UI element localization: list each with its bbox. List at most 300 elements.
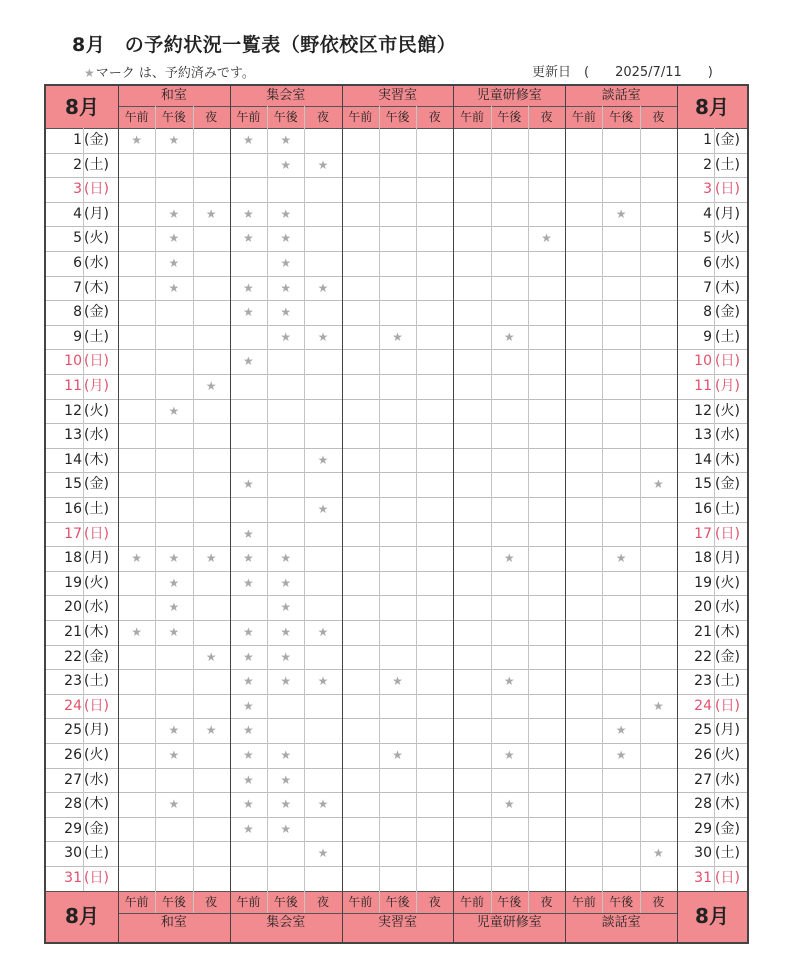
- reserved-star-icon: ★: [243, 772, 254, 787]
- grid-left-border: [118, 86, 119, 942]
- day-number: 22: [694, 648, 712, 665]
- date-divider: [714, 128, 715, 891]
- reserved-star-icon: ★: [317, 674, 329, 689]
- reserved-star-icon: ★: [168, 748, 180, 762]
- reserved-star-icon: ★: [280, 133, 292, 147]
- day-weekday: (金): [715, 132, 740, 148]
- reserved-star-icon: ★: [615, 551, 627, 566]
- day-number: 21: [694, 624, 712, 640]
- slot-divider: [193, 891, 194, 913]
- slot-header: 午後: [273, 110, 298, 124]
- day-number: 31: [64, 870, 82, 886]
- slot-header: 夜: [316, 110, 329, 124]
- row-divider: [46, 423, 747, 424]
- reserved-star-icon: ★: [168, 206, 180, 221]
- reserved-star-icon: ★: [168, 600, 180, 615]
- day-weekday: (金): [84, 304, 109, 321]
- slot-divider: [491, 106, 492, 891]
- reserved-star-icon: ★: [243, 575, 254, 590]
- day-weekday: (土): [84, 501, 109, 517]
- header-divider: [118, 106, 677, 107]
- day-weekday: (火): [715, 747, 740, 763]
- reserved-star-icon: ★: [317, 329, 329, 344]
- reserved-star-icon: ★: [280, 797, 292, 812]
- reserved-star-icon: ★: [205, 379, 217, 393]
- row-divider: [46, 448, 747, 449]
- day-number: 18: [694, 550, 712, 567]
- row-divider: [46, 497, 747, 498]
- row-divider: [46, 202, 747, 203]
- row-divider: [46, 399, 747, 400]
- reserved-star-icon: ★: [652, 477, 664, 492]
- day-number: 27: [694, 771, 712, 788]
- row-divider: [46, 177, 747, 178]
- reserved-star-icon: ★: [243, 748, 254, 762]
- day-number: 9: [73, 328, 82, 345]
- month-label-bottom-left: 8月: [65, 903, 99, 928]
- reserved-star-icon: ★: [652, 846, 664, 861]
- slot-divider: [640, 106, 641, 891]
- day-number: 11: [64, 378, 82, 394]
- reserved-star-icon: ★: [243, 723, 254, 738]
- day-weekday: (火): [715, 574, 740, 591]
- day-number: 28: [64, 796, 82, 813]
- day-number: 4: [73, 205, 82, 222]
- reserved-star-icon: ★: [243, 625, 254, 639]
- reserved-star-icon: ★: [243, 551, 254, 566]
- reserved-star-icon: ★: [168, 231, 180, 246]
- day-weekday: (火): [84, 574, 109, 591]
- day-number: 3: [703, 181, 712, 198]
- day-number: 25: [694, 722, 712, 739]
- day-weekday: (日): [715, 525, 740, 542]
- reserved-star-icon: ★: [243, 821, 254, 836]
- updated-info: 更新日 ( 2025/7/11 ): [532, 65, 713, 80]
- day-weekday: (土): [84, 673, 109, 690]
- reserved-star-icon: ★: [205, 206, 217, 221]
- slot-header: 午後: [497, 110, 522, 124]
- page-title: 8月 の予約状況一覧表（野依校区市民館）: [72, 34, 457, 56]
- footer-divider: [118, 913, 677, 914]
- day-number: 25: [64, 722, 82, 739]
- day-weekday: (金): [84, 648, 109, 665]
- slot-header: 午前: [571, 110, 596, 124]
- day-number: 15: [694, 476, 712, 493]
- day-weekday: (日): [715, 353, 740, 370]
- day-weekday: (火): [84, 747, 109, 763]
- reserved-star-icon: ★: [168, 797, 180, 812]
- slot-divider: [416, 106, 417, 891]
- reserved-star-icon: ★: [243, 231, 254, 246]
- slot-footer: 夜: [316, 894, 329, 909]
- row-divider: [46, 817, 747, 818]
- slot-header: 午前: [348, 110, 373, 124]
- slot-footer: 夜: [205, 894, 218, 909]
- day-number: 8: [73, 304, 82, 321]
- reserved-star-icon: ★: [280, 231, 292, 246]
- reserved-star-icon: ★: [280, 772, 292, 787]
- reserved-star-icon: ★: [280, 821, 292, 836]
- day-number: 23: [64, 673, 82, 690]
- reserved-star-icon: ★: [243, 305, 254, 320]
- row-divider: [46, 866, 747, 867]
- row-divider: [46, 153, 747, 154]
- day-number: 13: [694, 427, 712, 444]
- slot-footer: 午前: [124, 894, 149, 909]
- reserved-star-icon: ★: [243, 280, 254, 295]
- row-divider: [46, 792, 747, 793]
- reserved-star-icon: ★: [317, 797, 329, 812]
- day-number: 12: [694, 402, 712, 419]
- row-divider: [46, 718, 747, 719]
- room-footer-3: 実習室: [377, 914, 417, 930]
- reserved-star-icon: ★: [503, 674, 515, 689]
- room-footer-2: 集会室: [266, 914, 306, 930]
- reserved-star-icon: ★: [243, 674, 254, 689]
- reserved-star-icon: ★: [243, 477, 254, 492]
- month-label-top-right: 8月: [695, 95, 729, 119]
- row-divider: [46, 300, 747, 301]
- row-divider: [46, 768, 747, 769]
- day-number: 4: [703, 205, 712, 222]
- day-number: 1: [703, 132, 712, 148]
- day-number: 12: [64, 402, 82, 419]
- day-weekday: (日): [715, 870, 740, 886]
- reserved-star-icon: ★: [503, 329, 515, 344]
- reserved-star-icon: ★: [392, 748, 403, 762]
- reserved-star-icon: ★: [615, 748, 627, 762]
- row-divider: [46, 645, 747, 646]
- reserved-star-icon: ★: [280, 649, 292, 664]
- slot-footer: 夜: [540, 894, 553, 909]
- day-number: 16: [64, 501, 82, 517]
- reserved-star-icon: ★: [243, 354, 254, 369]
- day-weekday: (水): [715, 255, 740, 271]
- day-number: 14: [64, 451, 82, 468]
- day-number: 19: [64, 574, 82, 591]
- slot-footer: 夜: [428, 894, 441, 909]
- reserved-star-icon: ★: [503, 748, 515, 762]
- slot-footer: 午前: [348, 894, 373, 909]
- slot-divider: [602, 891, 603, 913]
- room-header-3: 実習室: [377, 88, 417, 103]
- day-number: 9: [703, 328, 712, 345]
- reserved-star-icon: ★: [317, 846, 329, 861]
- reserved-star-icon: ★: [280, 256, 292, 270]
- day-number: 19: [694, 574, 712, 591]
- day-weekday: (日): [715, 697, 740, 714]
- reserved-star-icon: ★: [243, 797, 254, 812]
- day-weekday: (土): [84, 328, 109, 345]
- reserved-star-icon: ★: [615, 206, 627, 221]
- day-number: 2: [703, 156, 712, 173]
- day-number: 31: [694, 870, 712, 886]
- day-weekday: (土): [715, 673, 740, 690]
- reserved-star-icon: ★: [243, 649, 254, 664]
- slot-divider: [528, 106, 529, 891]
- reserved-star-icon: ★: [280, 625, 292, 639]
- day-number: 10: [694, 353, 712, 370]
- slot-footer: 夜: [652, 894, 665, 909]
- day-weekday: (日): [84, 870, 109, 886]
- room-header-1: 和室: [160, 88, 187, 103]
- day-weekday: (金): [715, 820, 740, 837]
- day-number: 21: [64, 624, 82, 640]
- day-number: 3: [73, 181, 82, 198]
- day-weekday: (木): [84, 624, 109, 640]
- reserved-star-icon: ★: [280, 206, 292, 221]
- reservation-table: [44, 84, 749, 944]
- reserved-star-icon: ★: [652, 698, 664, 713]
- reserved-star-icon: ★: [392, 674, 403, 689]
- day-weekday: (水): [84, 599, 109, 616]
- reserved-star-icon: ★: [280, 748, 292, 762]
- day-weekday: (月): [84, 378, 109, 394]
- day-weekday: (木): [715, 279, 740, 296]
- reserved-star-icon: ★: [131, 551, 143, 566]
- row-divider: [46, 571, 747, 572]
- slot-footer: 午後: [385, 894, 410, 909]
- row-divider: [46, 251, 747, 252]
- day-weekday: (木): [84, 451, 109, 468]
- day-number: 10: [64, 353, 82, 370]
- day-weekday: (水): [84, 255, 109, 271]
- day-number: 26: [694, 747, 712, 763]
- slot-footer: 午後: [161, 894, 186, 909]
- reserved-star-icon: ★: [280, 575, 292, 590]
- reserved-star-icon: ★: [168, 280, 180, 295]
- slot-divider: [379, 891, 380, 913]
- day-number: 15: [64, 476, 82, 493]
- slot-header: 午前: [124, 110, 149, 124]
- slot-header: 午後: [609, 110, 634, 124]
- room-divider: [453, 86, 454, 942]
- day-number: 13: [64, 427, 82, 444]
- reserved-star-icon: ★: [317, 157, 329, 172]
- room-header-5: 談話室: [601, 88, 641, 103]
- slot-divider: [304, 891, 305, 913]
- month-label-top-left: 8月: [65, 95, 99, 119]
- day-weekday: (水): [715, 771, 740, 788]
- day-weekday: (火): [84, 230, 109, 247]
- day-weekday: (月): [715, 550, 740, 567]
- day-weekday: (月): [715, 205, 740, 222]
- day-weekday: (木): [715, 796, 740, 813]
- day-weekday: (日): [715, 181, 740, 198]
- day-weekday: (月): [84, 722, 109, 739]
- day-number: 11: [694, 378, 712, 394]
- reserved-star-icon: ★: [243, 133, 254, 147]
- day-number: 2: [73, 156, 82, 173]
- updated-date: 2025/7/11: [615, 65, 682, 80]
- day-weekday: (日): [84, 697, 109, 714]
- reserved-star-icon: ★: [317, 625, 329, 639]
- day-weekday: (火): [715, 402, 740, 419]
- day-number: 20: [694, 599, 712, 616]
- slot-header: 午前: [236, 110, 261, 124]
- slot-footer: 午後: [497, 894, 522, 909]
- day-weekday: (金): [84, 476, 109, 493]
- day-number: 24: [64, 697, 82, 714]
- reserved-star-icon: ★: [168, 723, 180, 738]
- row-divider: [46, 522, 747, 523]
- day-weekday: (土): [84, 156, 109, 173]
- slot-header: 午後: [161, 110, 186, 124]
- slot-footer: 午前: [236, 894, 261, 909]
- day-number: 7: [73, 279, 82, 296]
- room-header-2: 集会室: [266, 88, 306, 103]
- updated-label: 更新日: [532, 65, 572, 80]
- day-weekday: (火): [715, 230, 740, 247]
- reserved-star-icon: ★: [280, 157, 292, 172]
- day-number: 24: [694, 697, 712, 714]
- slot-footer: 午後: [609, 894, 634, 909]
- row-divider: [46, 276, 747, 277]
- day-weekday: (水): [84, 427, 109, 444]
- day-weekday: (木): [84, 279, 109, 296]
- room-divider: [342, 86, 343, 942]
- day-weekday: (金): [715, 476, 740, 493]
- room-header-4: 児童研修室: [476, 88, 542, 103]
- reserved-star-icon: ★: [317, 280, 329, 295]
- row-divider: [46, 349, 747, 350]
- day-weekday: (金): [715, 304, 740, 321]
- reserved-star-icon: ★: [541, 231, 552, 246]
- slot-footer: 午前: [460, 894, 485, 909]
- reserved-star-icon: ★: [168, 256, 180, 270]
- reserved-star-icon: ★: [243, 206, 254, 221]
- day-number: 16: [694, 501, 712, 517]
- reserved-star-icon: ★: [205, 649, 217, 664]
- slot-divider: [155, 891, 156, 913]
- day-number: 22: [64, 648, 82, 665]
- row-divider: [46, 226, 747, 227]
- room-footer-4: 児童研修室: [476, 914, 542, 930]
- day-weekday: (木): [84, 796, 109, 813]
- day-number: 30: [64, 845, 82, 862]
- day-weekday: (水): [84, 771, 109, 788]
- reserved-star-icon: ★: [280, 551, 292, 566]
- day-weekday: (土): [84, 845, 109, 862]
- day-weekday: (土): [715, 501, 740, 517]
- reserved-star-icon: ★: [317, 452, 329, 467]
- star-icon: ★: [84, 66, 95, 80]
- reserved-star-icon: ★: [168, 625, 180, 639]
- reserved-star-icon: ★: [243, 526, 254, 541]
- slot-divider: [379, 106, 380, 891]
- day-weekday: (水): [715, 427, 740, 444]
- day-weekday: (金): [715, 648, 740, 665]
- day-weekday: (日): [84, 181, 109, 198]
- slot-divider: [491, 891, 492, 913]
- day-weekday: (火): [84, 402, 109, 419]
- day-number: 26: [64, 747, 82, 763]
- day-weekday: (木): [715, 624, 740, 640]
- day-number: 5: [73, 230, 82, 247]
- grid-right-border: [677, 86, 678, 942]
- footer-top-line: [46, 891, 747, 892]
- day-weekday: (土): [715, 328, 740, 345]
- reserved-star-icon: ★: [131, 625, 143, 639]
- legend-note-text: マーク は、予約済みです。: [95, 66, 255, 81]
- day-weekday: (月): [715, 378, 740, 394]
- reserved-star-icon: ★: [168, 133, 180, 147]
- day-weekday: (月): [84, 550, 109, 567]
- day-number: 28: [694, 796, 712, 813]
- date-divider: [83, 128, 84, 891]
- slot-header: 夜: [205, 110, 218, 124]
- day-number: 6: [73, 255, 82, 271]
- day-weekday: (土): [715, 845, 740, 862]
- slot-header: 午前: [460, 110, 485, 124]
- day-weekday: (土): [715, 156, 740, 173]
- reserved-star-icon: ★: [205, 723, 217, 738]
- reserved-star-icon: ★: [280, 329, 292, 344]
- day-weekday: (月): [715, 722, 740, 739]
- reserved-star-icon: ★: [205, 551, 217, 566]
- slot-divider: [528, 891, 529, 913]
- reserved-star-icon: ★: [131, 133, 143, 147]
- day-number: 29: [64, 820, 82, 837]
- room-footer-1: 和室: [160, 914, 187, 930]
- room-divider: [565, 86, 566, 942]
- reserved-star-icon: ★: [243, 698, 254, 713]
- slot-divider: [416, 891, 417, 913]
- slot-divider: [267, 891, 268, 913]
- reserved-star-icon: ★: [317, 502, 329, 516]
- day-number: 30: [694, 845, 712, 862]
- day-number: 6: [703, 255, 712, 271]
- slot-header: 夜: [652, 110, 665, 124]
- reserved-star-icon: ★: [168, 403, 180, 418]
- slot-footer: 午後: [273, 894, 298, 909]
- day-number: 7: [703, 279, 712, 296]
- month-label-bottom-right: 8月: [695, 903, 729, 928]
- reserved-star-icon: ★: [168, 551, 180, 566]
- reserved-star-icon: ★: [615, 723, 627, 738]
- day-number: 14: [694, 451, 712, 468]
- reserved-star-icon: ★: [392, 329, 403, 344]
- reserved-star-icon: ★: [168, 575, 180, 590]
- day-weekday: (木): [715, 451, 740, 468]
- day-weekday: (水): [715, 599, 740, 616]
- reserved-star-icon: ★: [280, 674, 292, 689]
- slot-footer: 午前: [571, 894, 596, 909]
- day-number: 1: [73, 132, 82, 148]
- row-divider: [46, 374, 747, 375]
- day-weekday: (金): [84, 132, 109, 148]
- reserved-star-icon: ★: [503, 551, 515, 566]
- reserved-star-icon: ★: [503, 797, 515, 812]
- day-number: 20: [64, 599, 82, 616]
- day-weekday: (日): [84, 353, 109, 370]
- reserved-star-icon: ★: [280, 305, 292, 320]
- slot-divider: [640, 891, 641, 913]
- day-number: 5: [703, 230, 712, 247]
- day-number: 23: [694, 673, 712, 690]
- reserved-star-icon: ★: [280, 280, 292, 295]
- day-weekday: (月): [84, 205, 109, 222]
- day-number: 8: [703, 304, 712, 321]
- row-divider: [46, 595, 747, 596]
- day-number: 18: [64, 550, 82, 567]
- day-weekday: (日): [84, 525, 109, 542]
- slot-header: 夜: [540, 110, 553, 124]
- slot-header: 夜: [428, 110, 441, 124]
- slot-header: 午後: [385, 110, 410, 124]
- day-number: 17: [64, 525, 82, 542]
- room-footer-5: 談話室: [601, 914, 641, 930]
